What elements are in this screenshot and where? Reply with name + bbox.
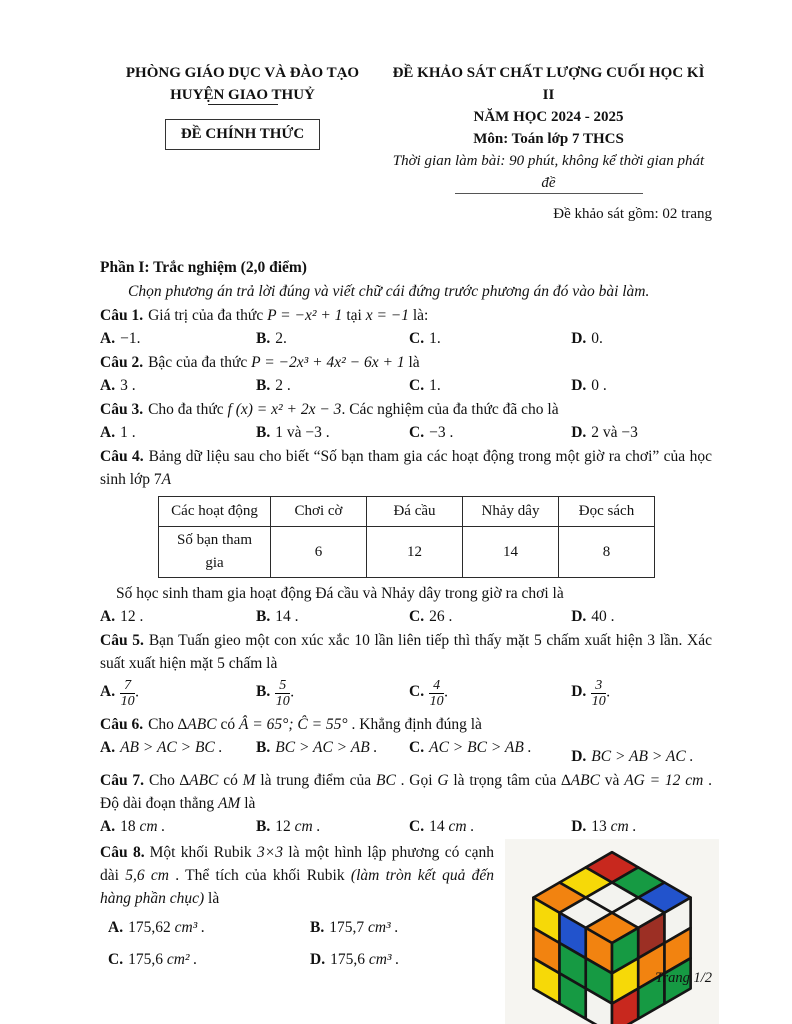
option-a: A. 18 cm . <box>100 817 166 835</box>
question-label: Câu 3. <box>100 401 144 418</box>
option-d: D. 175,6 cm³ . <box>310 950 400 968</box>
question-body: Bậc của đa thức P = −2x³ + 4x² − 6x + 1 là <box>148 354 420 371</box>
question-4-subtext: Số học sinh tham gia hoạt động Đá cầu và Nhảy dây trong giờ ra chơi là <box>116 585 564 602</box>
table-cell: Chơi cờ <box>271 497 367 527</box>
part1-instruction: Chọn phương án trả lời đúng và viết chữ cái đứng trước phương án đó vào bài làm. <box>128 283 650 300</box>
option-a: A. 1 . <box>100 424 136 441</box>
fraction: $\frac{5}{10}$ <box>275 678 290 710</box>
pages-note: Đề khảo sát gồm: 02 trang <box>553 206 712 222</box>
option-b: B. 2 . <box>256 377 291 394</box>
question-3-options <box>100 421 712 444</box>
option-c: C. −3 . <box>409 424 454 441</box>
table-cell: Đá cầu <box>367 497 463 527</box>
question-8-text <box>100 841 494 910</box>
header <box>100 62 712 226</box>
department-line2: HUYỆN GIAO THUỶ <box>170 87 315 103</box>
question-body: Cho ∆ABC có Â = 65°; Ĉ = 55° . Khẳng định đúng là <box>148 715 482 733</box>
option-b: B. $\frac{5}{10}$ . <box>256 678 295 710</box>
table-cell: 14 <box>463 527 559 578</box>
option-c: C. 14 cm . <box>409 817 475 835</box>
question-5-text <box>100 629 712 675</box>
option-b: B. 2. <box>256 330 287 347</box>
option-a: A. −1. <box>100 330 141 347</box>
option-a: A. 12 . <box>100 608 144 625</box>
question-4-text <box>100 445 712 491</box>
question-4-options <box>100 605 712 628</box>
question-2 <box>100 351 712 397</box>
exam-body <box>100 256 712 1024</box>
question-6 <box>100 713 712 768</box>
part1-heading: Phần I: Trắc nghiệm (2,0 điểm) <box>100 259 307 276</box>
question-6-options <box>100 736 712 768</box>
option-c: C. 26 . <box>409 608 453 625</box>
question-3 <box>100 398 712 444</box>
option-c: C. 1. <box>409 377 441 394</box>
department-line1: PHÒNG GIÁO DỤC VÀ ĐÀO TẠO <box>125 65 360 81</box>
question-6-text <box>100 713 712 736</box>
option-d: D. $\frac{3}{10}$ . <box>571 678 611 710</box>
activities-table <box>158 496 655 578</box>
question-2-options <box>100 374 712 397</box>
question-body: Bảng dữ liệu sau cho biết “Số bạn tham gia các hoạt động trong một giờ ra chơi” của học sinh lớp 7A <box>100 448 712 488</box>
header-left <box>100 62 385 226</box>
table-row <box>159 527 655 578</box>
option-d: D. 40 . <box>571 608 615 625</box>
option-d: D. 13 cm . <box>571 817 637 835</box>
question-label: Câu 1. <box>100 307 144 324</box>
question-2-text <box>100 351 712 374</box>
table-row <box>159 497 655 527</box>
option-b: B. 175,7 cm³ . <box>310 918 399 936</box>
table-cell: Đọc sách <box>559 497 655 527</box>
option-d: D. 0 . <box>571 377 607 394</box>
option-c: C. 1. <box>409 330 441 347</box>
option-b: B. BC > AC > AB . <box>256 738 378 756</box>
question-3-text <box>100 398 712 421</box>
question-label: Câu 4. <box>100 448 144 465</box>
option-a: A. 175,62 cm³ . <box>108 918 206 936</box>
question-label: Câu 7. <box>100 771 144 789</box>
question-label: Câu 6. <box>100 715 144 733</box>
question-8 <box>100 841 712 1024</box>
table-cell: 6 <box>271 527 367 578</box>
option-b: B. 12 cm . <box>256 817 321 835</box>
page-number: Trang 1/2 <box>655 970 712 986</box>
question-5 <box>100 629 712 712</box>
option-c: C. AC > BC > AB . <box>409 738 532 756</box>
option-a: A. 3 . <box>100 377 136 394</box>
option-d: D. 2 và −3 <box>571 424 638 441</box>
fraction: $\frac{7}{10}$ <box>120 678 135 710</box>
rubik-cube-illustration <box>505 839 719 1024</box>
question-4 <box>100 445 712 628</box>
option-b: B. 1 và −3 . <box>256 424 330 441</box>
table-cell: Nhảy dây <box>463 497 559 527</box>
option-a: A. $\frac{7}{10}$ . <box>100 678 139 710</box>
question-label: Câu 2. <box>100 354 144 371</box>
question-1-options <box>100 327 712 350</box>
table-cell: Số bạn tham gia <box>159 527 271 578</box>
official-exam-box: ĐỀ CHÍNH THỨC <box>165 119 320 150</box>
option-d: D. 0. <box>571 330 603 347</box>
subject-line: Môn: Toán lớp 7 THCS <box>473 131 624 147</box>
question-7 <box>100 769 712 838</box>
question-body: Cho ∆ABC có M là trung điểm của BC . Gọi G là trọng tâm của ∆ABC và AG = 12 cm . Độ dài đoạn thẳng AM là <box>100 771 712 812</box>
question-1-text <box>100 304 712 327</box>
rubik-cube-photo <box>505 839 719 1024</box>
option-b: B. 14 . <box>256 608 299 625</box>
table-cell: 8 <box>559 527 655 578</box>
question-label: Câu 5. <box>100 632 144 649</box>
fraction: $\frac{3}{10}$ <box>591 678 606 710</box>
duration-line: Thời gian làm bài: 90 phút, không kể thời gian phát đề <box>392 153 705 191</box>
question-body: Bạn Tuấn gieo một con xúc xắc 10 lần liên tiếp thì thấy mặt 5 chấm xuất hiện 3 lần. Xác suất xuất hiện mặt 5 chấm là <box>100 632 712 672</box>
table-cell: 12 <box>367 527 463 578</box>
table-cell: Các hoạt động <box>159 497 271 527</box>
fraction: $\frac{4}{10}$ <box>429 678 444 710</box>
question-7-options <box>100 815 712 838</box>
option-d: D. BC > AB > AC . <box>571 747 694 765</box>
school-year: NĂM HỌC 2024 - 2025 <box>473 109 624 125</box>
header-right <box>385 62 712 226</box>
question-body: Một khối Rubik 3×3 là một hình lập phương có cạnh dài 5,6 cm . Thể tích của khối Rubik (làm tròn kết quả đến hàng phần chục) là <box>100 843 495 907</box>
question-5-options <box>100 675 712 712</box>
option-a: A. AB > AC > BC . <box>100 738 223 756</box>
option-c: C. $\frac{4}{10}$ . <box>409 678 448 710</box>
underline-rule <box>208 104 278 105</box>
question-label: Câu 8. <box>100 843 145 861</box>
question-body: Cho đa thức f (x) = x² + 2x − 3. Các nghiệm của đa thức đã cho là <box>148 401 559 418</box>
question-1 <box>100 304 712 350</box>
question-7-text <box>100 769 712 815</box>
option-c: C. 175,6 cm² . <box>108 950 198 968</box>
question-body: Giá trị của đa thức P = −x² + 1 tại x = −1 là: <box>148 307 429 324</box>
exam-title: ĐỀ KHẢO SÁT CHẤT LƯỢNG CUỐI HỌC KÌ II <box>392 65 705 103</box>
